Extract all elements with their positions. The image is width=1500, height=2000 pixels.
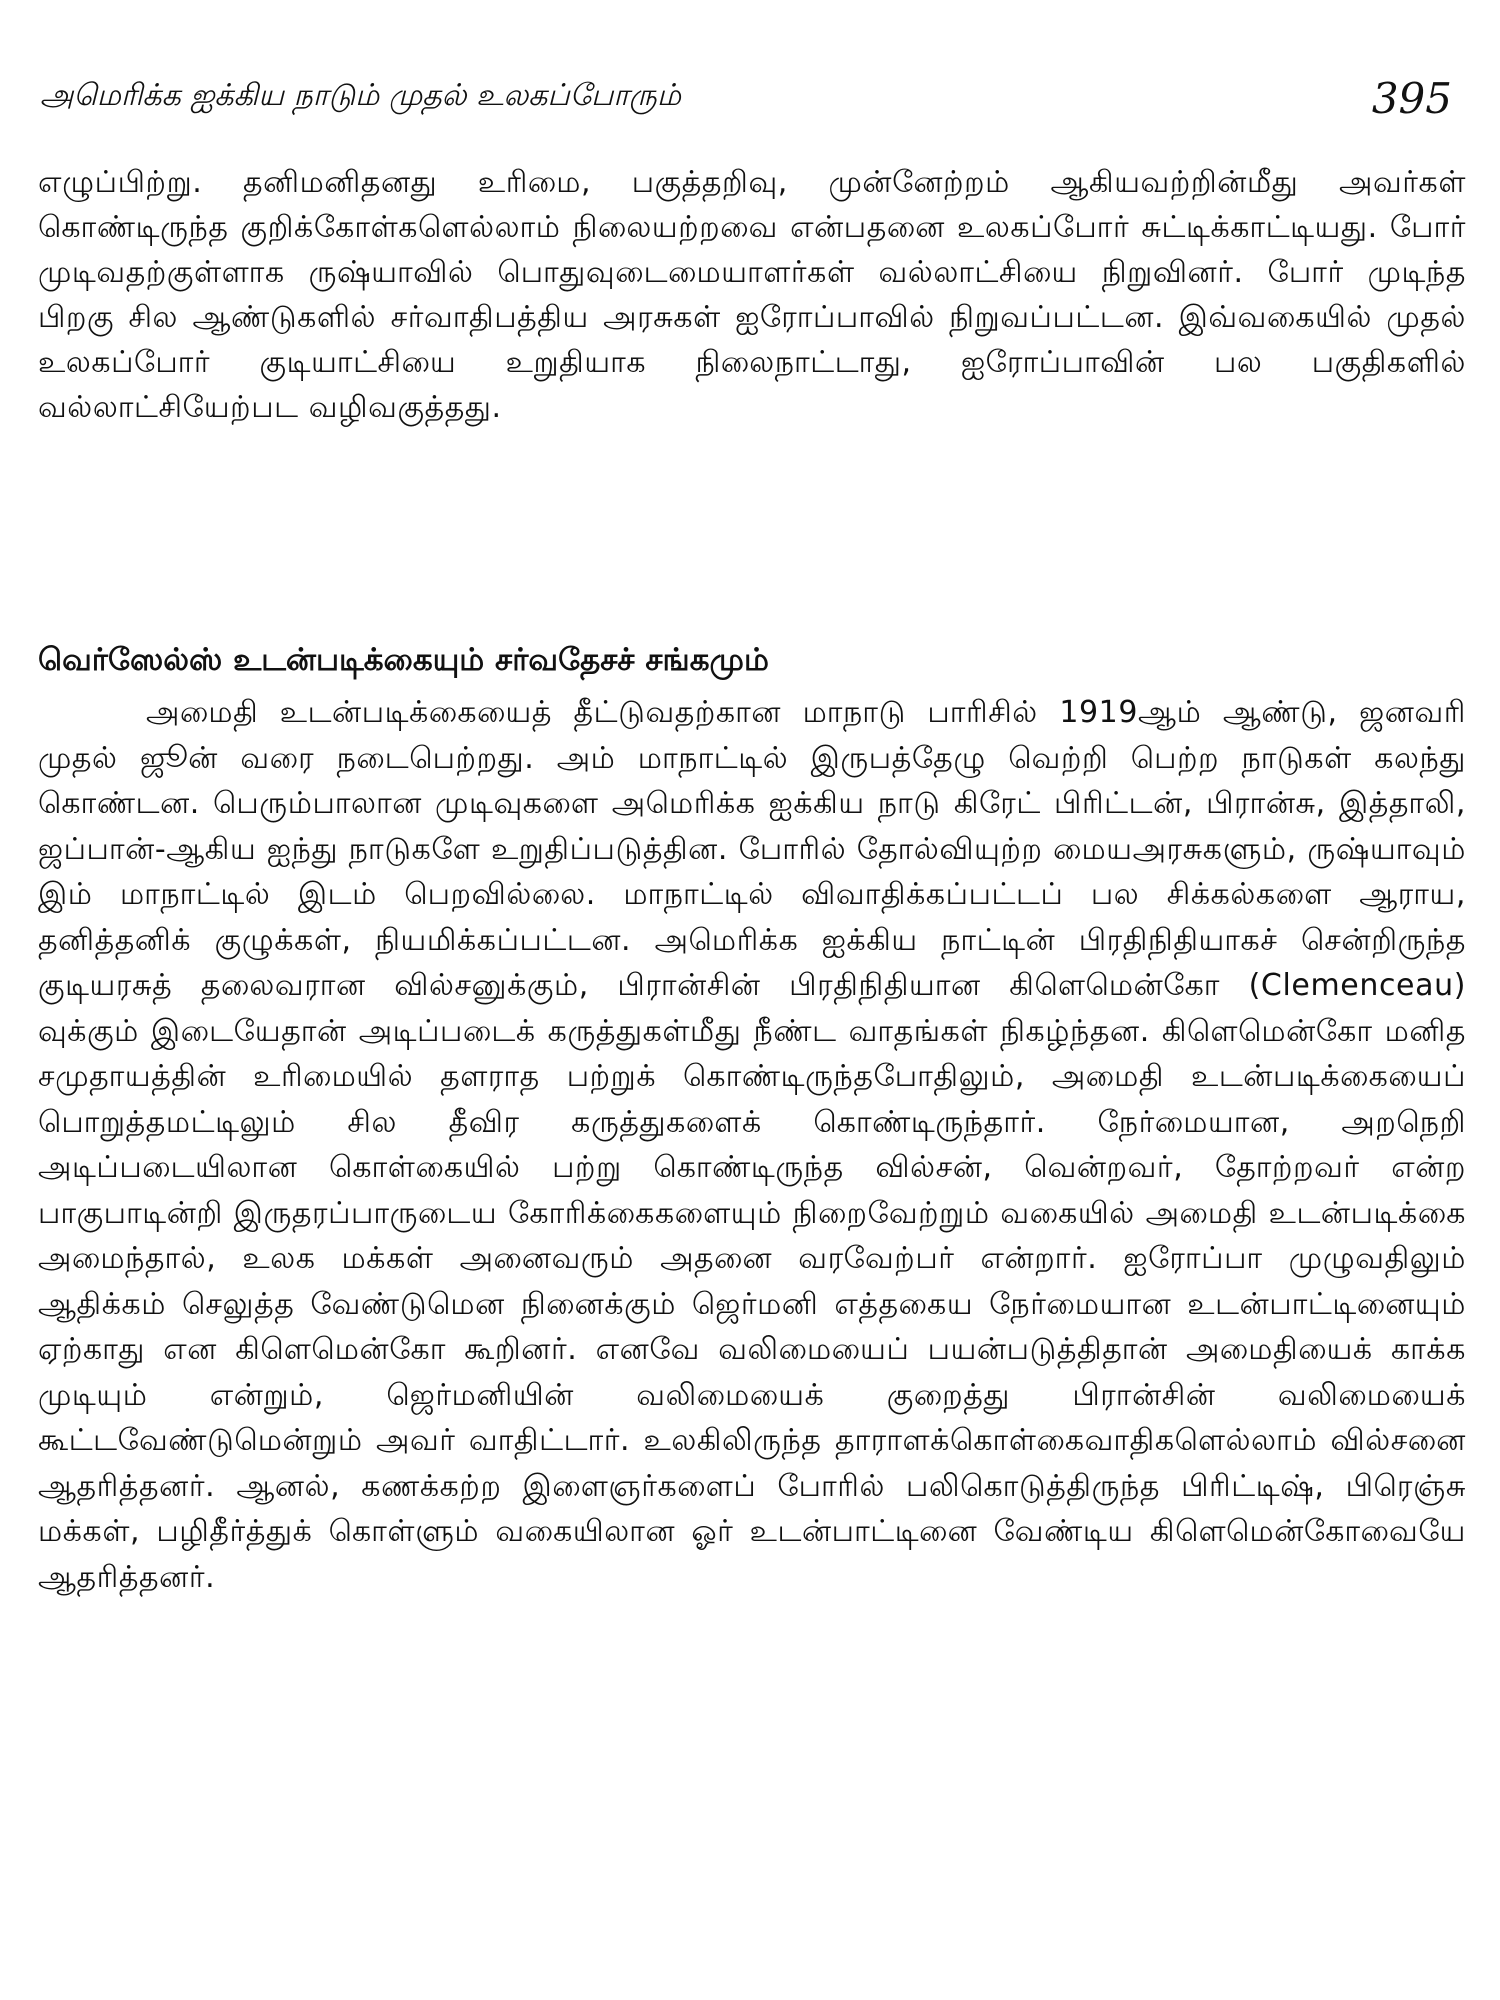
paragraph-1: எழுப்பிற்று. தனிமனிதனது உரிமை, பகுத்தறிவு, முன்னேற்றம் ஆகியவற்றின்மீது அவர்கள் கொண்டிருந்த குறிக்கோள்களெல்லாம் நிலையற்றவை என்பதனை உலகப்போர் சுட்டிக்காட்டியது. போர் முடிவதற்குள்ளாக ருஷ்யாவில் பொதுவுடைமையாளர்கள் வல்லாட்சியை நிறுவினர். போர் முடிந்த பிறகு சில ஆண்டுகளில் சர்வாதிபத்திய அரசுகள் ஐரோப்பாவில் நிறுவப்பட்டன. இவ்வகையில் முதல் உலகப்போர் குடியாட்சியை உறுதியாக நிலைநாட்டாது, ஐரோப்பாவின் பல பகுதிகளில் வல்லாட்சியேற்பட வழிவகுத்தது.	[38, 165, 1466, 425]
running-title: அமெரிக்க ஐக்கிய நாடும் முதல் உலகப்போரும்	[40, 78, 681, 113]
paragraph-2: அமைதி உடன்படிக்கையைத் தீட்டுவதற்கான மாநாடு பாரிசில் 1919ஆம் ஆண்டு, ஜனவரி முதல் ஜூன் வரை நடைபெற்றது. அம் மாநாட்டில் இருபத்தேழு வெற்றி பெற்ற நாடுகள் கலந்து கொண்டன. பெரும்பாலான முடிவுகளை அமெரிக்க ஐக்கிய நாடு கிரேட் பிரிட்டன், பிரான்சு, இத்தாலி, ஜப்பான்-ஆகிய ஐந்து நாடுகளே உறுதிப்படுத்தின. போரில் தோல்வியுற்ற மையஅரசுகளும், ருஷ்யாவும் இம் மாநாட்டில் இடம் பெறவில்லை. மாநாட்டில் விவாதிக்கப்பட்டப் பல சிக்கல்களை ஆராய, தனித்தனிக் குழுக்கள், நியமிக்கப்பட்டன. அமெரிக்க ஐக்கிய நாட்டின் பிரதிநிதியாகச் சென்றிருந்த குடியரசுத் தலைவரான வில்சனுக்கும், பிரான்சின் பிரதிநிதியான கிளெமென்கோ (Clemenceau) வுக்கும் இடையேதான் அடிப்படைக் கருத்துகள்மீது நீண்ட வாதங்கள் நிகழ்ந்தன. கிளெமென்கோ மனித சமுதாயத்தின் உரிமையில் தளராத பற்றுக் கொண்டிருந்தபோதிலும், அமைதி உடன்படிக்கையைப் பொறுத்தமட்டிலும் சில தீவிர கருத்துகளைக் கொண்டிருந்தார். நேர்மையான, அறநெறி அடிப்படையிலான கொள்கையில் பற்று கொண்டிருந்த வில்சன், வென்றவர், தோற்றவர் என்ற பாகுபாடின்றி இருதரப்பாருடைய கோரிக்கைகளையும் நிறைவேற்றும் வகையில் அமைதி உடன்படிக்கை அமைந்தால், உலக மக்கள் அனைவரும் அதனை வரவேற்பர் என்றார். ஐரோப்பா முழுவதிலும் ஆதிக்கம் செலுத்த வேண்டுமென நினைக்கும் ஜெர்மனி எத்தகைய நேர்மையான உடன்பாட்டினையும் ஏற்காது என கிளெமென்கோ கூறினர். எனவே வலிமையைப் பயன்படுத்திதான் அமைதியைக் காக்க முடியும் என்றும், ஜெர்மனியின் வலிமையைக் குறைத்து பிரான்சின் வலிமையைக் கூட்டவேண்டுமென்றும் அவர் வாதிட்டார். உலகிலிருந்த தாராளக்கொள்கைவாதிகளெல்லாம் வில்சனை ஆதரித்தனர். ஆனல், கணக்கற்ற இளைஞர்களைப் போரில் பலிகொடுத்திருந்த பிரிட்டிஷ், பிரெஞ்சு மக்கள், பழிதீர்த்துக் கொள்ளும் வகையிலான ஓர் உடன்பாட்டினை வேண்டிய கிளெமென்கோவையே ஆதரித்தனர்.	[38, 695, 1466, 1595]
page-header	[40, 74, 1460, 138]
page-number: 395	[1371, 74, 1452, 123]
section-heading: வெர்ஸேல்ஸ் உடன்படிக்கையும் சர்வதேசச் சங்கமும்	[38, 642, 769, 678]
